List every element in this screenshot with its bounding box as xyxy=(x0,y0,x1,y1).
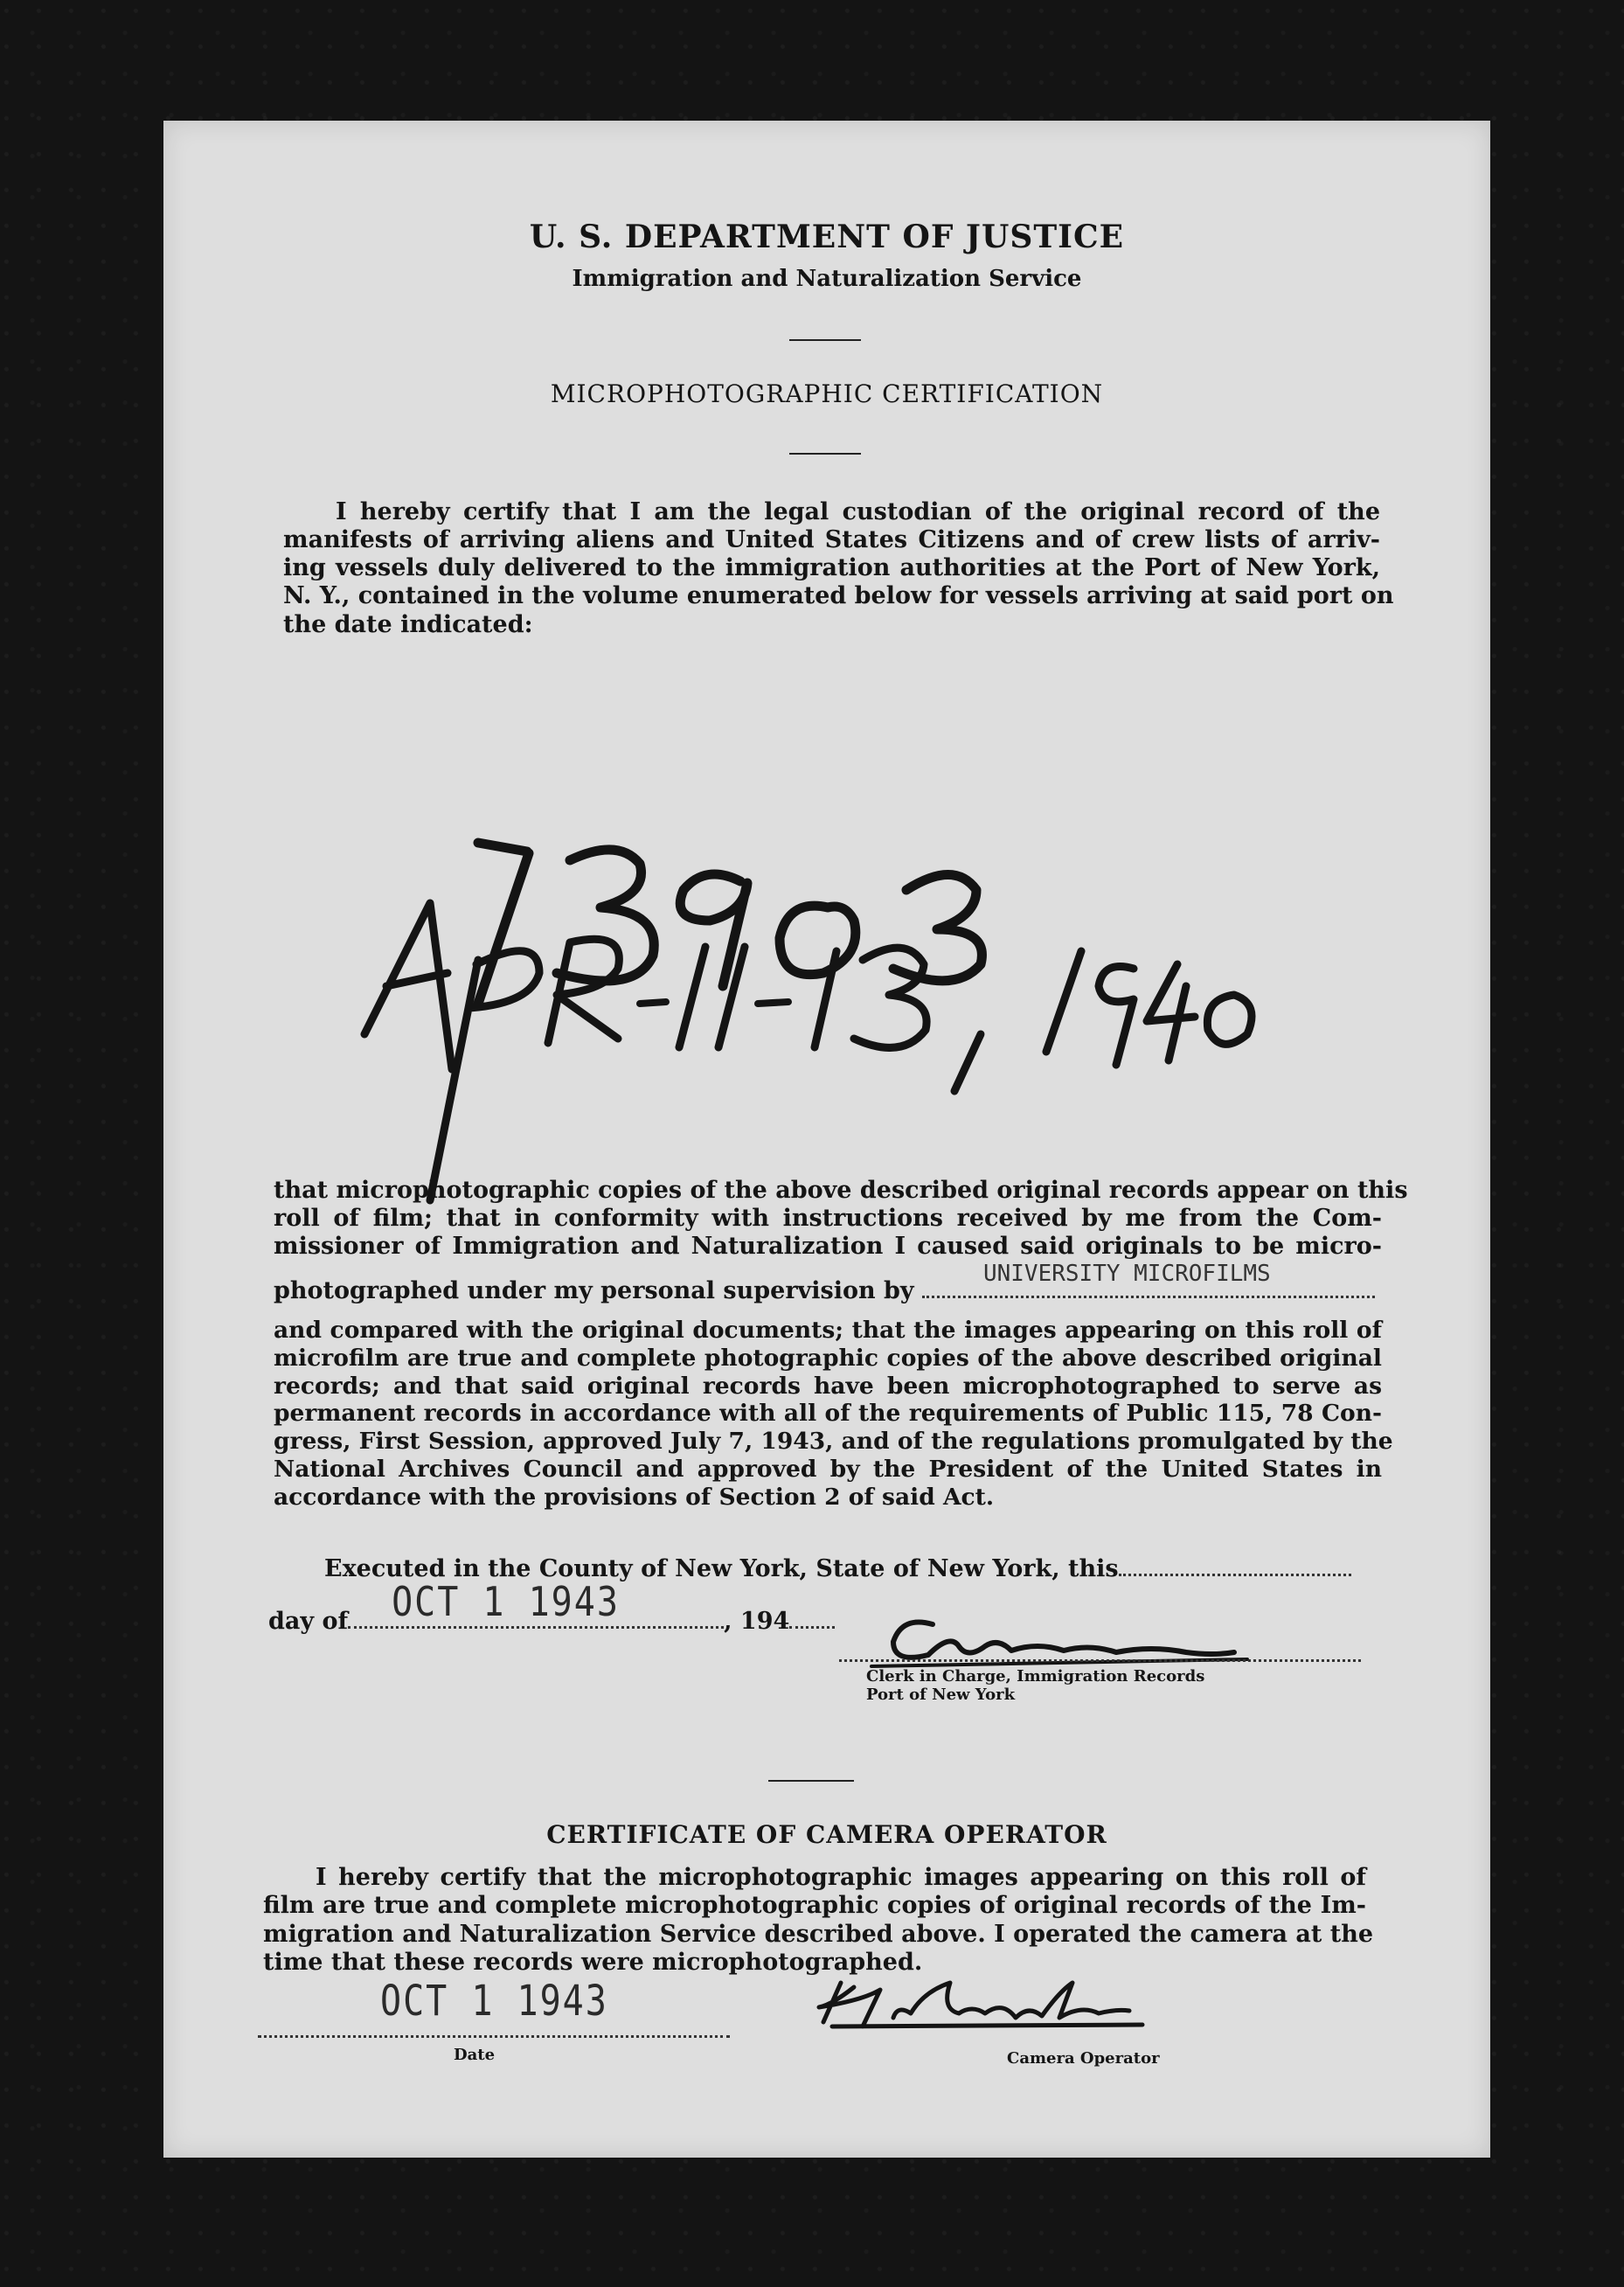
camera-operator-label: Camera Operator xyxy=(1007,2049,1160,2068)
year-label: 194 xyxy=(739,1608,790,1635)
intro-line: N. Y., contained in the volume enumerated below for vessels arriving at said port on xyxy=(283,582,1394,610)
camera-line: migration and Naturalization Service described above. I operated the camera at the xyxy=(263,1920,1374,1948)
camera-date-line xyxy=(258,2033,730,2038)
body-line: National Archives Council and approved by the President of the United States in xyxy=(274,1455,1382,1483)
camera-divider xyxy=(768,1780,854,1782)
intro-line: the date indicated: xyxy=(283,610,533,638)
day-of-label: day of xyxy=(268,1608,349,1635)
microfilm-company-field xyxy=(922,1261,1375,1298)
certification-title: MICROPHOTOGRAPHIC CERTIFICATION xyxy=(550,379,1104,408)
department-heading: U. S. DEPARTMENT OF JUSTICE xyxy=(529,219,1125,255)
microfilm-company: UNIVERSITY MICROFILMS xyxy=(982,1261,1271,1287)
camera-date-label: Date xyxy=(454,2046,496,2064)
camera-line: I hereby certify that the microphotographic images appearing on this roll of xyxy=(316,1864,1366,1891)
clerk-signature-line xyxy=(839,1658,1361,1662)
clerk-title-line: Clerk in Charge, Immigration Records xyxy=(866,1667,1205,1686)
intro-line: ing vessels duly delivered to the immigration authorities at the Port of New York, xyxy=(283,554,1380,582)
executed-day-field xyxy=(1119,1554,1351,1576)
body-line: missioner of Immigration and Naturalization I caused said originals to be micro- xyxy=(274,1233,1382,1261)
body-line: roll of film; that in conformity with instructions received by me from the Com- xyxy=(274,1205,1382,1233)
camera-date-stamp: OCT 1 1943 xyxy=(380,1978,608,2026)
body-line: that microphotographic copies of the above described original records appear on this xyxy=(274,1177,1408,1204)
camera-certificate-title: CERTIFICATE OF CAMERA OPERATOR xyxy=(546,1820,1107,1849)
body-paragraph-2 xyxy=(274,1317,1393,1512)
intro-line: manifests of arriving aliens and United States Citizens and of crew lists of arriv- xyxy=(283,526,1380,554)
body-paragraph-1 xyxy=(274,1177,1408,1261)
body-line: gress, First Session, approved July 7, 1943, and of the regulations promulgated by the xyxy=(274,1428,1393,1456)
handwritten-date xyxy=(163,121,1490,1257)
intro-line: I hereby certify that I am the legal custodian of the original record of the xyxy=(336,498,1380,525)
date-stamp: OCT 1 1943 xyxy=(392,1579,620,1626)
body-line: photographed under my personal supervision by xyxy=(274,1277,914,1304)
service-subheading: Immigration and Naturalization Service xyxy=(572,266,1082,292)
body-line: permanent records in accordance with all of the requirements of Public 115, 78 Con- xyxy=(274,1400,1382,1428)
day-of-line: day of OCT 1 1943 , 194 xyxy=(268,1607,835,1635)
body-line: records; and that said original records have been microphotographed to serve as xyxy=(274,1372,1382,1400)
supervision-line xyxy=(274,1261,1382,1304)
camera-line: time that these records were microphotographed. xyxy=(263,1949,923,1977)
body-line: and compared with the original documents; that the images appearing on this roll of xyxy=(274,1317,1382,1344)
camera-paragraph xyxy=(263,1864,1374,1978)
clerk-title xyxy=(866,1668,1204,1704)
camera-line: film are true and complete microphotographic copies of original records of the Im- xyxy=(263,1892,1366,1920)
body-line: accordance with the provisions of Section 2 of said Act. xyxy=(274,1483,995,1511)
camera-operator-signature xyxy=(810,1965,1212,2035)
body-line: microfilm are true and complete photographic copies of the above described original xyxy=(274,1344,1382,1372)
certificate-sheet xyxy=(163,121,1490,2158)
executed-text: Executed in the County of New York, State of New York, this xyxy=(324,1555,1119,1582)
clerk-title-line: Port of New York xyxy=(866,1685,1016,1704)
executed-line xyxy=(324,1554,1351,1582)
